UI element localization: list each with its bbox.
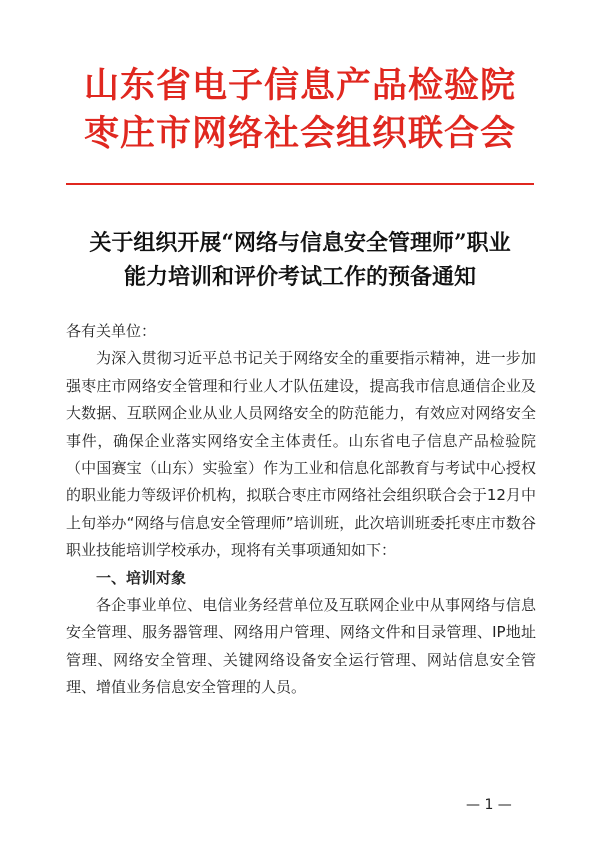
document-title-line-2: 能力培训和评价考试工作的预备通知 <box>123 264 476 290</box>
letterhead <box>0 62 600 158</box>
intro-paragraph: 为深入贯彻习近平总书记关于网络安全的重要指示精神，进一步加强枣庄市网络安全管理和行业人才队伍建设，提高我市信息通信企业及大数据、互联网企业从业人员网络安全的防范能力，有效应对网络安全事件，确保企业落实网络安全主体责任。山东省电子信息产品检验院（中国赛宝（山东）实验室）作为工业和信息化部教育与考试中心授权的职业能力等级评价机构，拟联合枣庄市网络社会组织联合会于12月中上旬举办“网络与信息安全管理师”培训班，此次培训班委托枣庄市数谷职业技能培训学校承办，现将有关事项通知如下： <box>66 349 536 560</box>
salutation: 各有关单位： <box>66 322 157 340</box>
training-target-paragraph: 各企事业单位、电信业务经营单位及互联网企业中从事网络与信息安全管理、服务器管理、网络用户管理、网络文件和目录管理、IP地址管理、网络安全管理、关键网络设备安全运行管理、网站信息安全管理、增值业务信息安全管理的人员。 <box>66 596 536 697</box>
document-body <box>66 318 536 702</box>
document-title <box>0 226 600 294</box>
letterhead-divider <box>66 183 534 185</box>
section-heading-training-target: 一、培训对象 <box>96 568 187 587</box>
page-number: — 1 — <box>466 797 512 813</box>
letterhead-org-2: 枣庄市网络社会组织联合会 <box>83 113 516 154</box>
letterhead-org-1: 山东省电子信息产品检验院 <box>83 65 516 106</box>
document-title-line-1: 关于组织开展“网络与信息安全管理师”职业 <box>89 230 511 256</box>
